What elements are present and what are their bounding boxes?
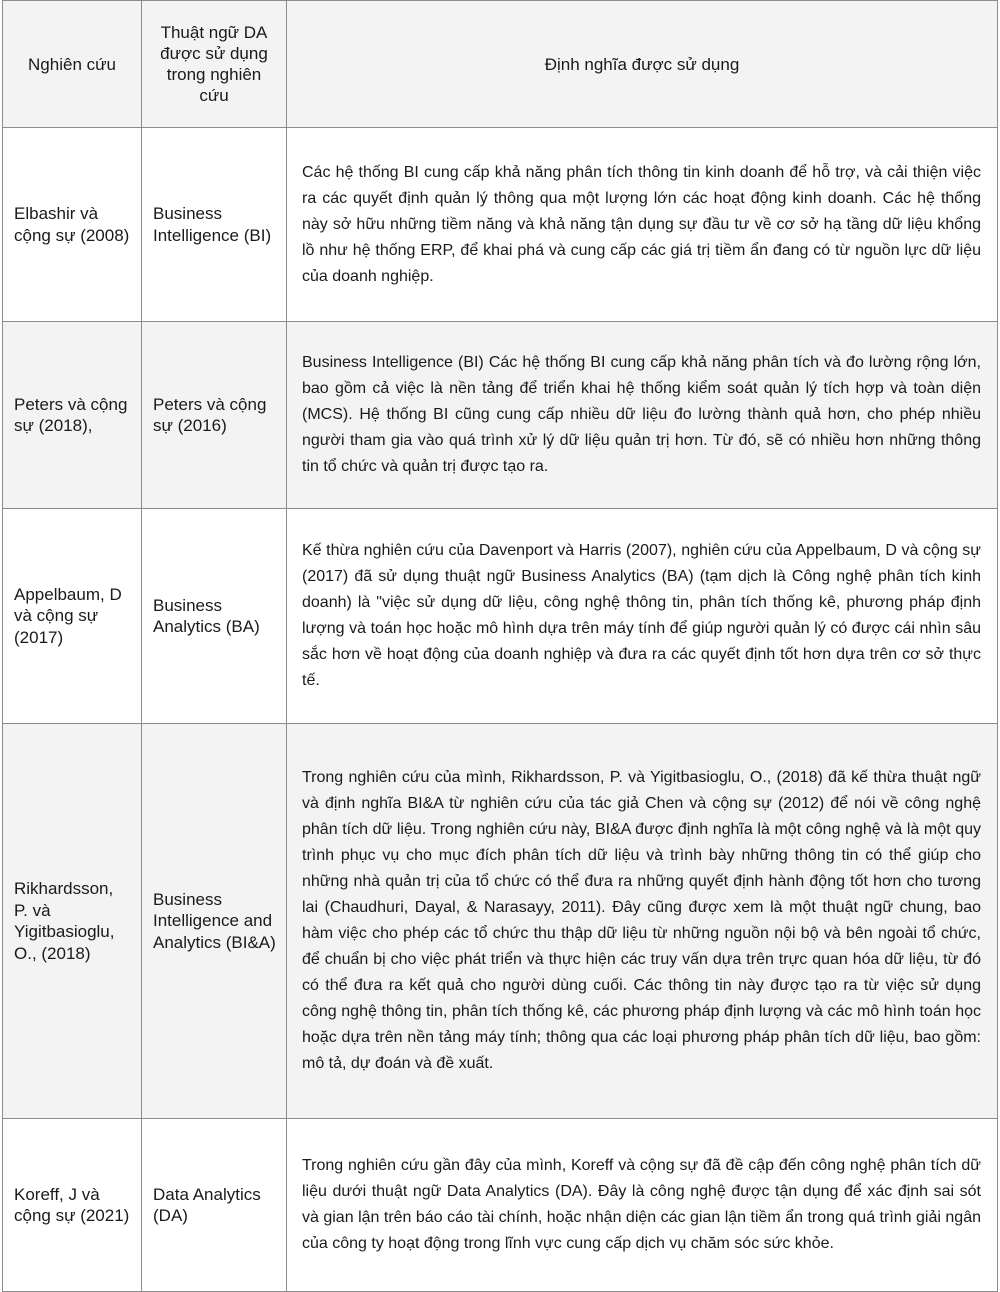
header-row <box>3 1 998 128</box>
study-cell: Appelbaum, D và cộng sự (2017) <box>3 509 142 724</box>
definition-cell: Kế thừa nghiên cứu của Davenport và Harris (2007), nghiên cứu của Appelbaum, D và cộng sự (2017) đã sử dụng thuật ngữ Business Analytics (BA) (tạm dịch là Công nghệ phân tích kinh doanh) là "việc sử dụng dữ liệu, công nghệ thông tin, phân tích thống kê, phương pháp định lượng và toán học hoặc mô hình dựa trên máy tính để giúp người quản lý có được cái nhìn sâu sắc hơn về hoạt động của doanh nghiệp và đưa ra các quyết định tốt hơn dựa trên cơ sở thực tế. <box>287 509 998 724</box>
definition-cell: Trong nghiên cứu gần đây của mình, Koreff và cộng sự đã đề cập đến công nghệ phân tích dữ liệu dưới thuật ngữ Data Analytics (DA). Đây là công nghệ được tận dụng để xác định sai sót và gian lận trên báo cáo tài chính, hoặc nhận diện các gian lận tiềm ẩn trong quá trình giải ngân của công ty hoạt động trong lĩnh vực cung cấp dịch vụ chăm sóc sức khỏe. <box>287 1119 998 1292</box>
term-cell: Business Intelligence and Analytics (BI&A) <box>142 724 287 1119</box>
term-cell: Business Intelligence (BI) <box>142 128 287 322</box>
header-term: Thuật ngữ DA được sử dụng trong nghiên cứu <box>142 1 287 128</box>
study-cell: Peters và cộng sự (2018), <box>3 322 142 509</box>
study-cell: Koreff, J và cộng sự (2021) <box>3 1119 142 1292</box>
definition-cell: Các hệ thống BI cung cấp khả năng phân tích thông tin kinh doanh để hỗ trợ, và cải thiện việc ra các quyết định quản lý thông qua một lượng lớn các hoạt động kinh doanh. Các hệ thống này sở hữu những tiềm năng và khả năng tận dụng sự đầu tư về cơ sở hạ tầng dữ liệu khổng lồ như hệ thống ERP, để khai phá và cung cấp các giá trị tiềm ẩn đang có từ nguồn lực dữ liệu của doanh nghiệp. <box>287 128 998 322</box>
definition-cell: Business Intelligence (BI) Các hệ thống BI cung cấp khả năng phân tích và đo lường rộng lớn, bao gồm cả việc là nền tảng để triển khai hệ thống kiểm soát quản lý tích hợp và toàn diện (MCS). Hệ thống BI cũng cung cấp nhiều dữ liệu đo lường thành quả hơn, cho phép nhiều người tham gia vào quá trình xử lý dữ liệu quản trị hơn. Từ đó, sẽ có nhiều hơn những thông tin tổ chức và quản trị được tạo ra. <box>287 322 998 509</box>
header-definition: Định nghĩa được sử dụng <box>287 1 998 128</box>
study-cell: Elbashir và cộng sự (2008) <box>3 128 142 322</box>
term-cell: Peters và cộng sự (2016) <box>142 322 287 509</box>
table-row <box>3 1119 998 1292</box>
term-cell: Business Analytics (BA) <box>142 509 287 724</box>
header-study: Nghiên cứu <box>3 1 142 128</box>
table-row <box>3 128 998 322</box>
definitions-table <box>2 0 998 1292</box>
study-cell: Rikhardsson, P. và Yigitbasioglu, O., (2018) <box>3 724 142 1119</box>
table-row <box>3 509 998 724</box>
table-row <box>3 724 998 1119</box>
definition-cell: Trong nghiên cứu của mình, Rikhardsson, P. và Yigitbasioglu, O., (2018) đã kế thừa thuật ngữ và định nghĩa BI&A từ nghiên cứu của tác giả Chen và cộng sự (2012) để nói về công nghệ phân tích dữ liệu. Trong nghiên cứu này, BI&A được định nghĩa là một công nghệ và là một quy trình phục vụ cho mục đích phân tích dữ liệu và trình bày những thông tin có thể giúp cho những nhà quản trị của tổ chức có thể đưa ra những quyết định hành động tốt hơn cho tương lai (Chaudhuri, Dayal, & Narasayy, 2011). Đây cũng được xem là một thuật ngữ chung, bao hàm việc cho phép các tổ chức thu thập dữ liệu từ những nguồn nội bộ và bên ngoài tổ chức, để chuẩn bị cho việc phát triển và thực hiện các truy vấn dựa trên trực quan hóa dữ liệu, từ đó có thể đưa ra kết quả cho người dùng cuối. Các thông tin này được tạo ra từ việc sử dụng công nghệ thông tin, phân tích thống kê, các phương pháp định lượng và các mô hình toán học hoặc dựa trên nền tảng máy tính; thông qua các loại phương pháp phân tích dữ liệu, bao gồm: mô tả, dự đoán và đề xuất. <box>287 724 998 1119</box>
term-cell: Data Analytics (DA) <box>142 1119 287 1292</box>
table-row <box>3 322 998 509</box>
